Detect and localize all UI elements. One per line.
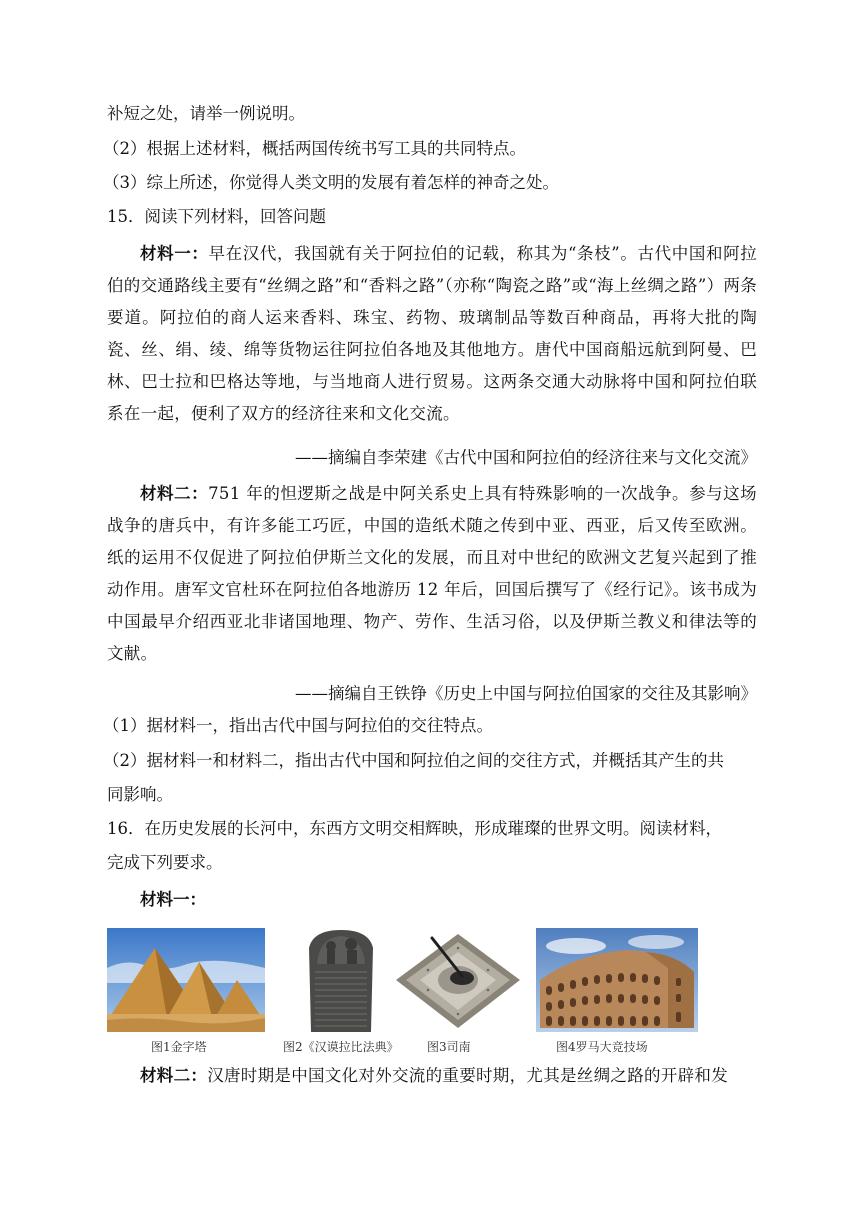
material-text: 早在汉代，我国就有关于阿拉伯的记载，称其为“条枝”。古代中国和阿拉伯的交通路线主要有“丝绸之路”和“香料之路”（亦称“陶瓷之路”或“海上丝绸之路”）两条要道。阿拉伯的商人运来香料、珠宝、药物、玻璃制品等数百种商品，再将大批的陶瓷、丝、绢、绫、绵等货物运往阿拉伯各地及其他地方。唐代中国商船远航到阿曼、巴林、巴士拉和巴格达等地，与当地商人进行贸易。这两条交通大动脉将中国和阿拉伯联系在一起，便利了双方的经济往来和文化交流。 [107,244,757,423]
question-line: 同影响。 [107,785,173,804]
figure-row [107,928,707,1058]
colosseum-photo [536,928,698,1036]
pyramids-photo [107,928,265,1036]
material-one [107,238,757,438]
question-title: 16．在历史发展的长河中，东西方文明交相辉映，形成璀璨的世界文明。阅读材料， [107,819,722,838]
question-line: （3）综上所述，你觉得人类文明的发展有着怎样的神奇之处。 [103,173,559,192]
figure-caption: 图4罗马大竞技场 [556,1040,648,1054]
sinan-compass-photo [392,928,524,1036]
material-label: 材料一： [140,890,206,909]
material-two-q16 [107,1060,757,1094]
source-citation: ——摘编自李荣建《古代中国和阿拉伯的经济往来与文化交流》 [295,448,757,467]
question-line: （2）据材料一和材料二，指出古代中国和阿拉伯之间的交往方式，并概括其产生的共 [103,751,724,770]
material-text: 汉唐时期是中国文化对外交流的重要时期，尤其是丝绸之路的开辟和发 [207,1066,729,1085]
hammurabi-stele-photo [303,928,379,1036]
question-title: 15．阅读下列材料，回答问题 [107,207,326,226]
question-line: 完成下列要求。 [107,853,223,872]
figure-caption: 图3司南 [427,1040,471,1054]
material-text: 751 年的怛逻斯之战是中阿关系史上具有特殊影响的一次战争。参与这场战争的唐兵中，有许多能工巧匠，中国的造纸术随之传到中亚、西亚，后又传至欧洲。纸的运用不仅促进了阿拉伯伊斯兰文化的发展，而且对中世纪的欧洲文艺复兴起到了推动作用。唐军文官杜环在阿拉伯各地游历 12 年后，回国后撰写了《经行记》。该书成为中国最早介绍西亚北非诸国地理、物产、劳作、生活习俗，以及伊斯兰教义和律法等的文献。 [107,484,757,663]
material-label: 材料二： [140,1066,208,1085]
material-two [107,478,757,678]
figure-caption: 图2《汉谟拉比法典》 [283,1040,399,1054]
material-label: 材料一： [140,244,209,263]
material-label: 材料二： [140,484,209,503]
text-line: 补短之处，请举一例说明。 [107,104,305,123]
source-citation: ——摘编自王铁铮《历史上中国与阿拉伯国家的交往及其影响》 [295,684,757,703]
question-line: （1）据材料一，指出古代中国与阿拉伯的交往特点。 [103,716,493,735]
figure-caption: 图1金字塔 [151,1040,207,1054]
question-line: （2）根据上述材料，概括两国传统书写工具的共同特点。 [103,139,526,158]
